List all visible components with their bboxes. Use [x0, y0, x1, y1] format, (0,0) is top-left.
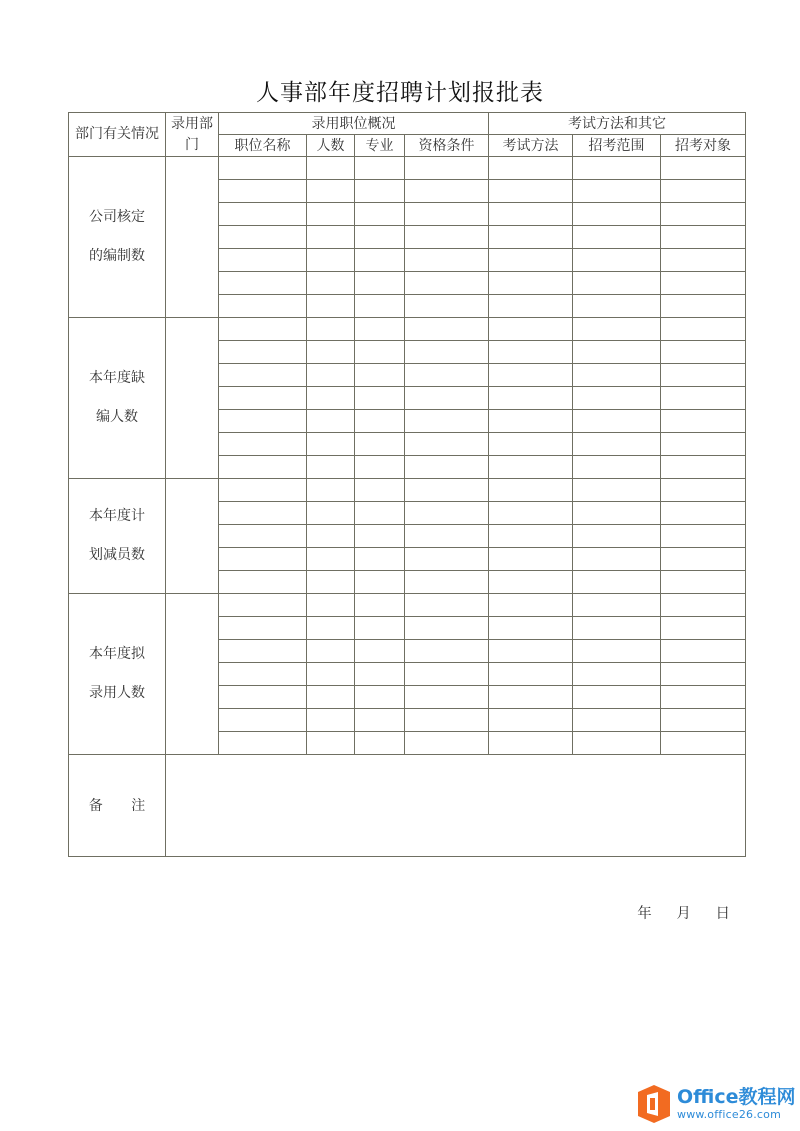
blank-cell[interactable] — [489, 410, 573, 433]
blank-cell[interactable] — [219, 571, 307, 594]
blank-cell[interactable] — [489, 364, 573, 387]
blank-cell[interactable] — [405, 410, 489, 433]
blank-cell[interactable] — [489, 433, 573, 456]
header-dept-info: 部门有关情况 — [69, 113, 166, 157]
blank-cell[interactable] — [405, 479, 489, 502]
blank-cell[interactable] — [307, 249, 355, 272]
blank-cell[interactable] — [219, 226, 307, 249]
blank-cell[interactable] — [489, 594, 573, 617]
blank-cell[interactable] — [573, 479, 661, 502]
header-position-name: 职位名称 — [219, 135, 307, 157]
watermark-logo — [636, 1082, 796, 1126]
blank-cell[interactable] — [661, 525, 746, 548]
blank-cell[interactable] — [219, 640, 307, 663]
blank-cell[interactable] — [405, 433, 489, 456]
blank-cell[interactable] — [219, 318, 307, 341]
blank-cell[interactable] — [573, 203, 661, 226]
blank-cell[interactable] — [489, 318, 573, 341]
blank-cell[interactable] — [661, 709, 746, 732]
blank-cell[interactable] — [573, 548, 661, 571]
blank-cell[interactable] — [405, 180, 489, 203]
blank-cell[interactable] — [573, 387, 661, 410]
blank-cell[interactable] — [489, 548, 573, 571]
hiring-dept-cell[interactable] — [166, 479, 219, 594]
blank-cell[interactable] — [405, 295, 489, 318]
blank-cell[interactable] — [661, 594, 746, 617]
blank-cell[interactable] — [307, 387, 355, 410]
remarks-field[interactable] — [166, 755, 746, 857]
blank-cell[interactable] — [219, 617, 307, 640]
blank-cell[interactable] — [219, 548, 307, 571]
blank-cell[interactable] — [405, 617, 489, 640]
blank-cell[interactable] — [489, 387, 573, 410]
blank-cell[interactable] — [219, 502, 307, 525]
blank-cell[interactable] — [219, 525, 307, 548]
blank-cell[interactable] — [355, 249, 405, 272]
blank-cell[interactable] — [355, 180, 405, 203]
hiring-dept-cell[interactable] — [166, 594, 219, 755]
blank-cell[interactable] — [219, 157, 307, 180]
blank-cell[interactable] — [355, 272, 405, 295]
blank-cell[interactable] — [573, 663, 661, 686]
blank-cell[interactable] — [661, 410, 746, 433]
blank-cell[interactable] — [307, 617, 355, 640]
blank-cell[interactable] — [405, 709, 489, 732]
blank-cell[interactable] — [405, 318, 489, 341]
blank-cell[interactable] — [573, 640, 661, 663]
header-headcount: 人数 — [307, 135, 355, 157]
blank-cell[interactable] — [489, 617, 573, 640]
blank-cell[interactable] — [661, 686, 746, 709]
blank-cell[interactable] — [307, 272, 355, 295]
header-exam-method: 考试方法 — [489, 135, 573, 157]
header-major: 专业 — [355, 135, 405, 157]
blank-cell[interactable] — [307, 410, 355, 433]
blank-cell[interactable] — [307, 456, 355, 479]
blank-cell[interactable] — [573, 732, 661, 755]
blank-cell[interactable] — [219, 180, 307, 203]
blank-cell[interactable] — [489, 709, 573, 732]
blank-cell[interactable] — [661, 640, 746, 663]
blank-cell[interactable] — [405, 548, 489, 571]
blank-cell[interactable] — [355, 433, 405, 456]
blank-cell[interactable] — [573, 272, 661, 295]
blank-cell[interactable] — [307, 732, 355, 755]
blank-cell[interactable] — [355, 456, 405, 479]
blank-cell[interactable] — [219, 203, 307, 226]
blank-cell[interactable] — [405, 203, 489, 226]
blank-cell[interactable] — [307, 525, 355, 548]
blank-cell[interactable] — [573, 410, 661, 433]
blank-cell[interactable] — [489, 180, 573, 203]
header-recruit-scope: 招考范围 — [573, 135, 661, 157]
blank-cell[interactable] — [573, 433, 661, 456]
blank-cell[interactable] — [489, 479, 573, 502]
section-label: 本年度计划减员数 — [69, 479, 166, 594]
blank-cell[interactable] — [405, 157, 489, 180]
blank-cell[interactable] — [355, 226, 405, 249]
blank-cell[interactable] — [573, 709, 661, 732]
blank-cell[interactable] — [219, 732, 307, 755]
blank-cell[interactable] — [405, 387, 489, 410]
blank-cell[interactable] — [355, 571, 405, 594]
blank-cell[interactable] — [307, 663, 355, 686]
blank-cell[interactable] — [307, 341, 355, 364]
blank-cell[interactable] — [573, 226, 661, 249]
blank-cell[interactable] — [219, 272, 307, 295]
blank-cell[interactable] — [219, 433, 307, 456]
blank-cell[interactable] — [355, 318, 405, 341]
hiring-dept-cell[interactable] — [166, 157, 219, 318]
blank-cell[interactable] — [219, 341, 307, 364]
blank-cell[interactable] — [661, 617, 746, 640]
blank-cell[interactable] — [489, 571, 573, 594]
blank-cell[interactable] — [661, 456, 746, 479]
remarks-label: 备 注 — [69, 755, 166, 857]
watermark-url: www.office26.com — [677, 1107, 782, 1121]
office-logo-icon — [636, 1084, 672, 1124]
blank-cell[interactable] — [661, 295, 746, 318]
blank-cell[interactable] — [307, 502, 355, 525]
blank-cell[interactable] — [307, 226, 355, 249]
section-label: 本年度拟录用人数 — [69, 594, 166, 755]
blank-cell[interactable] — [489, 226, 573, 249]
blank-cell[interactable] — [355, 387, 405, 410]
blank-cell[interactable] — [405, 663, 489, 686]
blank-cell[interactable] — [405, 364, 489, 387]
watermark-name: Office教程网 — [677, 1085, 796, 1108]
blank-cell[interactable] — [307, 295, 355, 318]
blank-cell[interactable] — [573, 318, 661, 341]
blank-cell[interactable] — [219, 709, 307, 732]
blank-cell[interactable] — [489, 157, 573, 180]
date-line: 年 月 日 — [637, 906, 730, 922]
blank-cell[interactable] — [489, 663, 573, 686]
blank-cell[interactable] — [307, 709, 355, 732]
blank-cell[interactable] — [355, 732, 405, 755]
hiring-dept-cell[interactable] — [166, 318, 219, 479]
section-label: 本年度缺编人数 — [69, 318, 166, 479]
blank-cell[interactable] — [573, 594, 661, 617]
blank-cell[interactable] — [661, 249, 746, 272]
blank-cell[interactable] — [307, 364, 355, 387]
blank-cell[interactable] — [307, 548, 355, 571]
blank-cell[interactable] — [661, 180, 746, 203]
section-label: 公司核定的编制数 — [69, 157, 166, 318]
blank-cell[interactable] — [661, 387, 746, 410]
blank-cell[interactable] — [573, 157, 661, 180]
blank-cell[interactable] — [307, 318, 355, 341]
blank-cell[interactable] — [355, 617, 405, 640]
blank-cell[interactable] — [661, 479, 746, 502]
blank-cell[interactable] — [573, 364, 661, 387]
blank-cell[interactable] — [307, 433, 355, 456]
blank-cell[interactable] — [405, 341, 489, 364]
blank-cell[interactable] — [355, 663, 405, 686]
section-row — [69, 479, 746, 502]
blank-cell[interactable] — [573, 502, 661, 525]
blank-cell[interactable] — [661, 502, 746, 525]
blank-cell[interactable] — [661, 571, 746, 594]
blank-cell[interactable] — [355, 157, 405, 180]
blank-cell[interactable] — [661, 548, 746, 571]
blank-cell[interactable] — [405, 249, 489, 272]
blank-cell[interactable] — [307, 594, 355, 617]
blank-cell[interactable] — [355, 295, 405, 318]
blank-cell[interactable] — [355, 410, 405, 433]
blank-cell[interactable] — [661, 433, 746, 456]
blank-cell[interactable] — [661, 341, 746, 364]
section-row — [69, 594, 746, 617]
blank-cell[interactable] — [219, 686, 307, 709]
section-row — [69, 157, 746, 180]
blank-cell[interactable] — [355, 548, 405, 571]
blank-cell[interactable] — [573, 249, 661, 272]
blank-cell[interactable] — [573, 456, 661, 479]
header-exam-other: 考试方法和其它 — [489, 113, 746, 135]
blank-cell[interactable] — [219, 594, 307, 617]
blank-cell[interactable] — [661, 663, 746, 686]
blank-cell[interactable] — [307, 180, 355, 203]
blank-cell[interactable] — [405, 226, 489, 249]
blank-cell[interactable] — [405, 272, 489, 295]
blank-cell[interactable] — [489, 249, 573, 272]
blank-cell[interactable] — [661, 732, 746, 755]
blank-cell[interactable] — [489, 640, 573, 663]
blank-cell[interactable] — [355, 364, 405, 387]
blank-cell[interactable] — [573, 180, 661, 203]
blank-cell[interactable] — [307, 479, 355, 502]
blank-cell[interactable] — [661, 203, 746, 226]
blank-cell[interactable] — [307, 203, 355, 226]
blank-cell[interactable] — [573, 341, 661, 364]
blank-cell[interactable] — [307, 571, 355, 594]
blank-cell[interactable] — [405, 732, 489, 755]
blank-cell[interactable] — [573, 295, 661, 318]
blank-cell[interactable] — [355, 709, 405, 732]
blank-cell[interactable] — [573, 525, 661, 548]
blank-cell[interactable] — [573, 686, 661, 709]
blank-cell[interactable] — [661, 272, 746, 295]
blank-cell[interactable] — [489, 272, 573, 295]
blank-cell[interactable] — [355, 686, 405, 709]
blank-cell[interactable] — [405, 686, 489, 709]
blank-cell[interactable] — [405, 502, 489, 525]
header-position-overview: 录用职位概况 — [219, 113, 489, 135]
blank-cell[interactable] — [405, 456, 489, 479]
header-hiring-dept: 录用部门 — [166, 113, 219, 157]
header-qualifications: 资格条件 — [405, 135, 489, 157]
blank-cell[interactable] — [355, 341, 405, 364]
blank-cell[interactable] — [489, 203, 573, 226]
blank-cell[interactable] — [219, 295, 307, 318]
blank-cell[interactable] — [489, 456, 573, 479]
blank-cell[interactable] — [661, 318, 746, 341]
blank-cell[interactable] — [489, 295, 573, 318]
blank-cell[interactable] — [355, 502, 405, 525]
blank-cell[interactable] — [355, 594, 405, 617]
remarks-row — [69, 755, 746, 857]
blank-cell[interactable] — [405, 594, 489, 617]
blank-cell[interactable] — [661, 226, 746, 249]
blank-cell[interactable] — [355, 525, 405, 548]
blank-cell[interactable] — [219, 387, 307, 410]
blank-cell[interactable] — [219, 663, 307, 686]
blank-cell[interactable] — [307, 640, 355, 663]
form-title: 人事部年度招聘计划报批表 — [256, 80, 544, 106]
blank-cell[interactable] — [405, 525, 489, 548]
blank-cell[interactable] — [573, 571, 661, 594]
blank-cell[interactable] — [405, 571, 489, 594]
blank-cell[interactable] — [355, 203, 405, 226]
blank-cell[interactable] — [219, 249, 307, 272]
blank-cell[interactable] — [573, 617, 661, 640]
blank-cell[interactable] — [489, 502, 573, 525]
blank-cell[interactable] — [219, 364, 307, 387]
blank-cell[interactable] — [489, 341, 573, 364]
blank-cell[interactable] — [307, 157, 355, 180]
recruitment-plan-table — [68, 112, 746, 857]
blank-cell[interactable] — [219, 410, 307, 433]
blank-cell[interactable] — [355, 479, 405, 502]
blank-cell[interactable] — [661, 364, 746, 387]
blank-cell[interactable] — [219, 456, 307, 479]
blank-cell[interactable] — [307, 686, 355, 709]
blank-cell[interactable] — [489, 525, 573, 548]
blank-cell[interactable] — [661, 157, 746, 180]
blank-cell[interactable] — [489, 686, 573, 709]
blank-cell[interactable] — [405, 640, 489, 663]
blank-cell[interactable] — [355, 640, 405, 663]
section-row — [69, 318, 746, 341]
blank-cell[interactable] — [219, 479, 307, 502]
blank-cell[interactable] — [489, 732, 573, 755]
header-recruit-target: 招考对象 — [661, 135, 746, 157]
